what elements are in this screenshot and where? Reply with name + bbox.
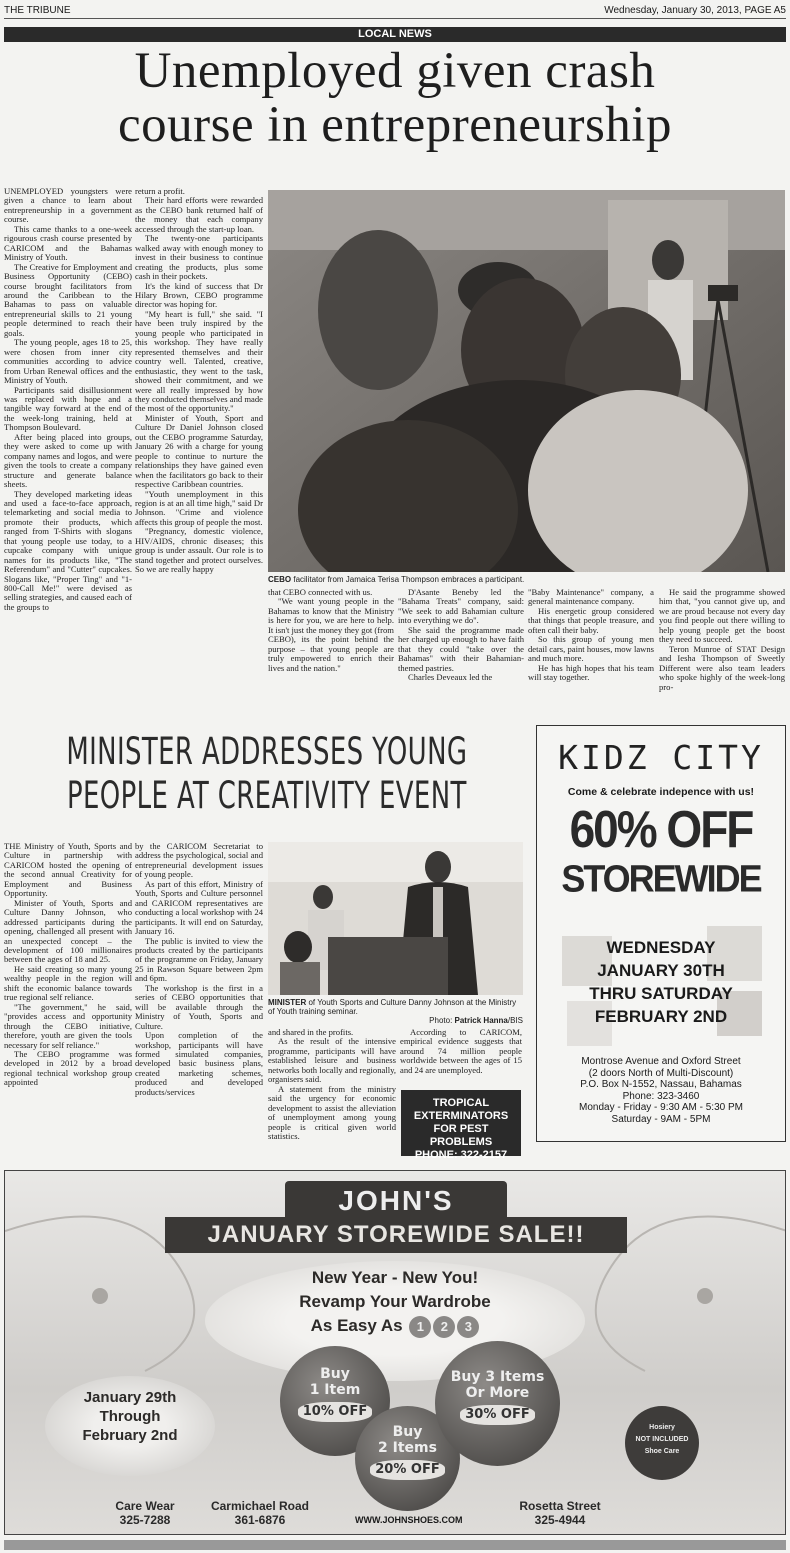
paragraph: "Pregnancy, domestic violence, HIV/AIDS, chronic diseases; this group is under assault. Our role is to stand together and protect ourselves. So we are really happy <box>135 526 263 575</box>
johns-sale-dates <box>45 1376 215 1476</box>
offer-percent: 20% OFF <box>370 1460 444 1480</box>
caption-text: of Youth Sports and Culture Danny Johnson at the Ministry of Youth training seminar. <box>268 998 517 1016</box>
kidz-city-ad <box>536 725 786 1142</box>
johns-sale-banner: JANUARY STOREWIDE SALE!! <box>165 1217 627 1253</box>
date-line: THRU SATURDAY <box>589 984 733 1003</box>
story2-headline-line1: MINISTER ADDRESSES YOUNG <box>66 730 468 773</box>
step-dot: 2 <box>433 1316 455 1338</box>
paragraph: "The government," he said, "provides access and opportunity through the CEBO initiative, therefore, youth are given the tools necessary for self reliance." <box>4 1001 132 1050</box>
badge-line: Shoe Care <box>644 1448 680 1455</box>
store-name: Care Wear <box>115 1499 175 1513</box>
paragraph: This came thanks to a one-week rigourous crash course presented by CARICOM and the Bahamas Ministry of Youth. <box>4 223 132 263</box>
story2-column-3 <box>268 1028 396 1158</box>
story1-column-4 <box>398 588 524 708</box>
store-carmichael-road <box>200 1499 320 1527</box>
paragraph: Participants said disillusionment was replaced with hope and a tangible way forward at the end of the week-long training, held at Thompson Boulevard. <box>4 384 132 433</box>
offer-3-items <box>435 1341 560 1466</box>
story2-column-4 <box>400 1028 522 1088</box>
paragraph: He has high hopes that his team will stay together. <box>528 662 654 683</box>
paragraph: return a profit. <box>135 187 185 196</box>
offer-line: 2 Items <box>378 1440 437 1456</box>
story1-column-3 <box>268 588 394 708</box>
johns-website: WWW.JOHNSHOES.COM <box>355 1515 463 1525</box>
masthead <box>4 3 786 19</box>
story2-photo <box>268 842 523 995</box>
paragraph: She said the programme made her charged up enough to have faith that they could "take over the Bahamas" with their Bahamian-themed pastries. <box>398 624 524 673</box>
paragraph: The workshop is the first in a series of CEBO opportunities that will be available through the Ministry of Youth, Sports and Culture. <box>135 982 263 1031</box>
date-line: January 29th <box>83 1389 177 1406</box>
offer-line: 1 Item <box>309 1382 361 1398</box>
store-phone: 325-7288 <box>119 1513 171 1527</box>
story1-headline-line2: course in entrepreneurship <box>118 97 672 153</box>
issue-date-page: Wednesday, January 30, 2013, PAGE A5 <box>604 5 786 16</box>
story1-column-5 <box>528 588 654 708</box>
date-line: Through <box>99 1408 161 1425</box>
paragraph: "My heart is full," she said. "I have been truly inspired by the young people who participated in this workshop. They have really represented themselves and their country well. Talented, creative, enthusiastic, they went to the task, showed their commitment, and we were all really impressed by how they conducted themselves and made the most of the opportunity." <box>135 308 263 414</box>
badge-line: Hosiery <box>649 1424 675 1431</box>
story1-column-2 <box>135 187 263 707</box>
phone-line: Phone: 323-3460 <box>622 1090 700 1102</box>
story2-headline-line2: PEOPLE AT CREATIVITY EVENT <box>66 774 467 817</box>
address-line: (2 doors North of Multi-Discount) <box>588 1067 734 1079</box>
pest-ad-line3: FOR PEST PROBLEMS <box>429 1123 493 1148</box>
story1-column-1 <box>4 187 132 707</box>
store-phone: 325-4944 <box>534 1513 586 1527</box>
paragraph: D'Asante Beneby led the "Bahama Treats" company, said: "We seek to add Bahamian culture into everything we do". <box>398 588 524 626</box>
paragraph: UNEMPLOYED youngsters were given a chance to learn about entrepreneurship in a government course. <box>4 187 132 225</box>
page-footer-bar <box>4 1540 786 1550</box>
address-line: P.O. Box N-1552, Nassau, Bahamas <box>580 1079 742 1090</box>
hours-line: Saturday - 9AM - 5PM <box>611 1113 711 1125</box>
paragraph: "Youth unemployment in this region is at an all time high," said Dr Johnson. "Crime and violence affects this group of people the most. <box>135 488 263 527</box>
step-dot: 3 <box>457 1316 479 1338</box>
date-line: February 2nd <box>82 1427 178 1444</box>
pest-ad-line1: TROPICAL <box>432 1097 490 1109</box>
paragraph: Upon completion of the workshop, participants will have formed simulated companies, developed basic business plans, created marketing schemes, produced and developed products/services <box>135 1030 263 1097</box>
section-label: LOCAL NEWS <box>4 27 786 42</box>
story1-photo-caption <box>268 575 785 584</box>
date-line: JANUARY 30TH <box>597 961 725 980</box>
paragraph: After being placed into groups, they were asked to come up with company names and logos, and were given the tools to create a company structure and generate balance sheets. <box>4 431 132 490</box>
paragraph: The public is invited to view the products created by the participants of the programme on Friday, January 25 in Rawson Square between 2pm and 6pm. <box>135 935 263 984</box>
offer-line: Or More <box>465 1385 530 1401</box>
paragraph: by the CARICOM Secretariat to address the psychological, social and entrepreneurial development issues of young people. <box>135 842 263 880</box>
promo-text: As Easy As <box>310 1316 403 1335</box>
date-line: FEBRUARY 2ND <box>594 1007 728 1026</box>
kidz-city-tagline: Come & celebrate indepence with us! <box>567 786 755 798</box>
paragraph: and shared in the profits. <box>268 1028 354 1037</box>
story1-column-6 <box>659 588 785 708</box>
store-phone: 361-6876 <box>234 1513 286 1527</box>
paragraph: It's the kind of success that Dr Hilary Brown, CEBO programme director was hoping for. <box>135 280 263 310</box>
paragraph: They developed marketing ideas and used a face-to-face approach, telemarketing and social media to promote their products, which ranged from T-Shirts with slogans that young people use today, to a cupcake company with unique names for its products like, "The Referendum" and "Cutter" cupcakes. Slogans like, "Proper Ting" and "1-800-Call Me!" were devised as selling strategies, and caused each of the groups to <box>4 488 132 612</box>
promo-line: New Year - New You! <box>311 1268 479 1287</box>
story2-column-2 <box>135 842 263 1142</box>
caption-text: facilitator from Jamaica Terisa Thompson embraces a participant. <box>291 575 525 584</box>
promo-line <box>245 1314 545 1338</box>
paragraph: As the result of the intensive programme, participants will have established leisure and business networks both locally and regionally, organisers said. <box>268 1036 396 1085</box>
offer-line: Buy 3 Items <box>450 1369 545 1385</box>
paragraph: Minister of Youth, Sport and Culture Dr Daniel Johnson closed out the CEBO programme Saturday, January 26 with a charge for young people to continue to nurture the relationships they have gained even when the facilitators go back to their respective Caribbean countries. <box>135 412 263 490</box>
paragraph: Minister of Youth, Sports and Culture Danny Johnson, who addressed participants during the opening, challenged all present with an unexpected concept – the development of 100 millionaires between the ages of 18 and 25. <box>4 897 132 965</box>
johns-promo <box>245 1266 545 1338</box>
story1-headline <box>4 44 786 152</box>
caption-lead: MINISTER <box>268 998 307 1007</box>
kidz-city-storewide: STOREWIDE <box>561 856 761 900</box>
johns-name: JOHN'S <box>285 1181 507 1221</box>
store-name: Carmichael Road <box>210 1499 310 1513</box>
story2-column-1 <box>4 842 132 1142</box>
promo-line: Revamp Your Wardrobe <box>299 1292 491 1311</box>
paragraph: Teron Munroe of STAT Design and Iesha Thompson of Sweetly Different were also team leaders who spoke highly of the week-long pro- <box>659 643 785 692</box>
paragraph: The twenty-one participants walked away with enough money to invest in their business to continue creating the products, plus some cash in their pockets. <box>135 233 263 282</box>
paragraph: So this group of young men detail cars, paint houses, mow lawns and much more. <box>528 634 654 664</box>
offer-line: Buy <box>320 1366 350 1382</box>
offer-line: Buy <box>392 1424 423 1440</box>
address-line: Montrose Avenue and Oxford Street <box>581 1056 741 1067</box>
caption-lead: CEBO <box>268 575 292 584</box>
date-line: WEDNESDAY <box>606 938 716 957</box>
story1-headline-line1: Unemployed given crash <box>134 43 656 99</box>
badge-line: NOT INCLUDED <box>635 1436 689 1443</box>
kidz-city-dates <box>537 936 785 1028</box>
newspaper-name: THE TRIBUNE <box>4 5 71 16</box>
paragraph: Their hard efforts were rewarded as the CEBO bank returned half of the money that each company accessed through the start-up loan. <box>135 195 263 234</box>
photo-credit-name: Patrick Hanna <box>454 1016 508 1025</box>
paragraph: As part of this effort, Ministry of Youth, Sports and Culture personnel and CARICOM representatives are conducting a local workshop with 24 participants. It will end on Saturday, January 16. <box>135 878 263 937</box>
pest-ad-line2: EXTERMINATORS <box>413 1110 509 1122</box>
photo-credit-org: /BIS <box>507 1016 523 1025</box>
paragraph: Charles Deveaux led the <box>408 672 493 683</box>
store-name: Rosetta Street <box>519 1499 601 1513</box>
kidz-city-title: KIDZ CITY <box>558 738 764 777</box>
paragraph: The Creative for Employment and Business Opportunity (CEBO) course brought facilitators from around the Caribbean to the Bahamas to pass on valuable entrepreneurial skills to 21 young people determined to reach their goals. <box>4 261 132 338</box>
photo-credit-label: Photo: <box>429 1016 455 1025</box>
paragraph: "Baby Maintenance" company, a general maintenance company. <box>528 588 654 607</box>
paragraph: "We want young people in the Bahamas to know that the Ministry is here for you, we are here to help. It isn't just the money they got (from CEBO), its the point behind the purpose – that young people are truly empowered to enrich their lives and the nation." <box>268 596 394 673</box>
step-dot: 1 <box>409 1316 431 1338</box>
johns-sale-ad <box>4 1170 786 1535</box>
photo-credit <box>268 1016 523 1025</box>
pest-ad-phone: PHONE: 322-2157 <box>414 1149 508 1161</box>
store-rosetta-street <box>505 1499 615 1527</box>
paragraph: THE Ministry of Youth, Sports and Culture in partnership with CARICOM hosted the opening of the second annual Creativity for Employment and Business Opportunity. <box>4 842 132 899</box>
paragraph: A statement from the ministry said the urgency for economic development to assist the alleviation of unemployment among young people is critical given world statistics. <box>268 1083 396 1141</box>
minister-photo-image <box>268 842 523 995</box>
kidz-city-address <box>537 1056 785 1125</box>
store-care-wear <box>100 1499 190 1527</box>
offer-percent: 30% OFF <box>460 1405 534 1425</box>
paragraph: The CEBO programme was developed in 2012 by a broad regional technical workshop group appointed <box>4 1048 132 1088</box>
paragraph: The young people, ages 18 to 25, were chosen from inner city communities according to advice from Urban Renewal offices and the Ministry of Youth. <box>4 337 132 386</box>
story2-headline <box>4 730 530 818</box>
hours-line: Monday - Friday - 9:30 AM - 5:30 PM <box>579 1102 743 1113</box>
paragraph: He said the programme showed him that, "you cannot give up, and we are proud because not every day you find people out there willing to help young people get the boost they need to succeed. <box>659 588 785 645</box>
hosiery-exclusion-badge <box>625 1406 699 1480</box>
paragraph: that CEBO connected with us. <box>268 588 373 597</box>
tropical-exterminators-ad <box>401 1090 521 1161</box>
paragraph: According to CARICOM, empirical evidence suggests that around 74 million people worldwide between the ages of 15 and 24 are unemployed. <box>400 1028 522 1075</box>
embrace-photo-image <box>268 190 785 572</box>
paragraph: His energetic group considered that things that people treasure, and often call their baby. <box>528 605 654 635</box>
paragraph: He said creating so many young wealthy people in the region will shift the economic balance towards true regional self reliance. <box>4 963 132 1003</box>
story2-photo-caption <box>268 998 523 1025</box>
story1-photo <box>268 190 785 572</box>
offer-percent: 10% OFF <box>298 1402 372 1422</box>
kidz-city-discount: 60% OFF <box>569 799 753 859</box>
